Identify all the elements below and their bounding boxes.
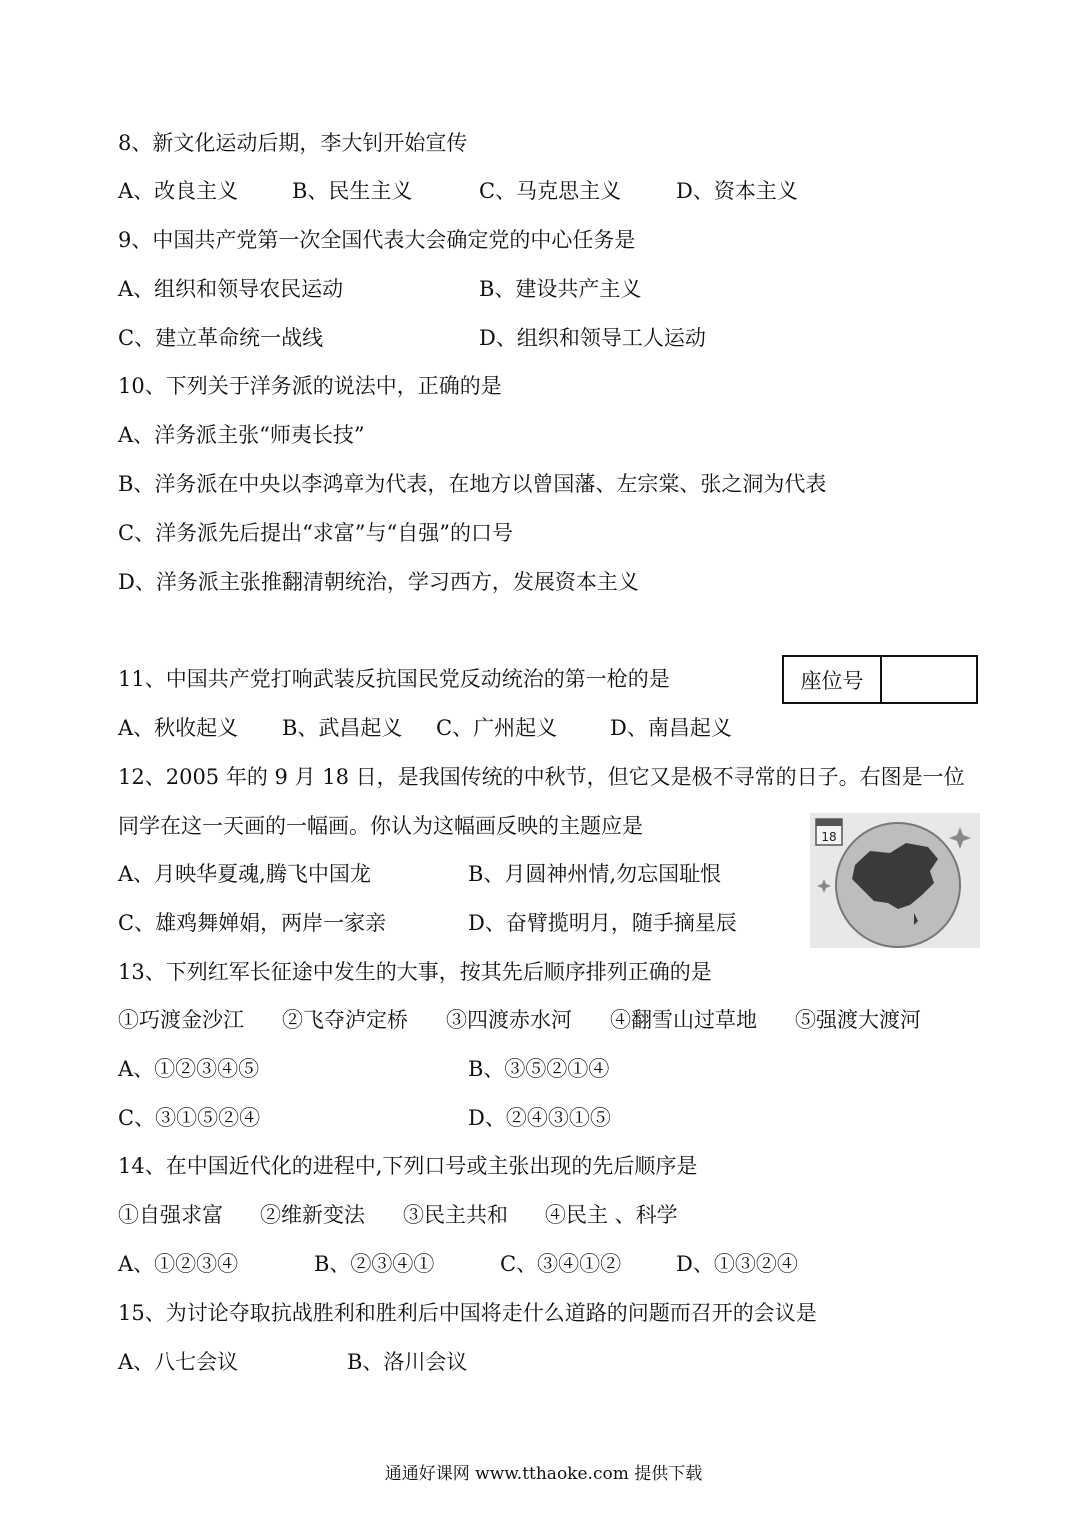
q12-option-b: B、月圆神州情,勿忘国耻恨 <box>468 862 722 886</box>
q14-stem: 14、在中国近代化的进程中,下列口号或主张出现的先后顺序是 <box>118 1154 698 1178</box>
seat-number-box <box>782 655 978 704</box>
q13-stem: 13、下列红军长征途中发生的大事，按其先后顺序排列正确的是 <box>118 960 712 984</box>
q9-option-d: D、组织和领导工人运动 <box>479 326 706 350</box>
q12-stem-line2: 同学在这一天画的一幅画。你认为这幅画反映的主题应是 <box>118 814 643 838</box>
q14-option-d: D、①③②④ <box>676 1252 798 1276</box>
q12-option-c: C、雄鸡舞婵娟，两岸一家亲 <box>118 911 387 935</box>
q14-item-3: ③民主共和 <box>403 1203 508 1227</box>
q15-stem: 15、为讨论夺取抗战胜利和胜利后中国将走什么道路的问题而召开的会议是 <box>118 1301 817 1325</box>
q14-option-b: B、②③④① <box>314 1252 435 1276</box>
q12-stem-line1: 12、2005 年的 9 月 18 日，是我国传统的中秋节，但它又是极不寻常的日子。右图是一位 <box>118 765 965 789</box>
q13-option-a: A、①②③④⑤ <box>118 1057 260 1081</box>
q11-stem: 11、中国共产党打响武装反抗国民党反动统治的第一枪的是 <box>118 667 670 691</box>
q8-option-d: D、资本主义 <box>676 179 798 203</box>
q12-option-d: D、奋臂揽明月，随手摘星辰 <box>468 911 737 935</box>
q13-event-1: ①巧渡金沙江 <box>118 1008 244 1032</box>
q13-option-d: D、②④③①⑤ <box>468 1106 611 1130</box>
q13-event-3: ③四渡赤水河 <box>446 1008 572 1032</box>
q10-stem: 10、下列关于洋务派的说法中，正确的是 <box>118 374 502 398</box>
q13-option-c: C、③①⑤②④ <box>118 1106 261 1130</box>
q13-event-4: ④翻雪山过草地 <box>610 1008 757 1032</box>
q14-option-c: C、③④①② <box>500 1252 622 1276</box>
page-footer: 通通好课网 www.tthaoke.com 提供下载 <box>384 1464 703 1484</box>
q11-option-a: A、秋收起义 <box>118 716 239 740</box>
q9-stem: 9、中国共产党第一次全国代表大会确定党的中心任务是 <box>118 228 636 252</box>
q11-option-c: C、广州起义 <box>436 716 558 740</box>
q13-event-2: ②飞夺泸定桥 <box>282 1008 408 1032</box>
q10-option-a: A、洋务派主张“师夷长技” <box>118 423 365 447</box>
calendar-date: 18 <box>821 830 837 844</box>
q10-option-d: D、洋务派主张推翻清朝统治，学习西方，发展资本主义 <box>118 570 639 594</box>
q14-option-a: A、①②③④ <box>118 1252 239 1276</box>
q9-option-c: C、建立革命统一战线 <box>118 326 324 350</box>
q8-option-c: C、马克思主义 <box>479 179 622 203</box>
q13-option-b: B、③⑤②①④ <box>468 1057 610 1081</box>
seat-number-label: 座位号 <box>784 657 882 702</box>
q14-item-4: ④民主 、科学 <box>545 1203 678 1227</box>
moon-map-figure <box>810 813 980 948</box>
q8-stem: 8、新文化运动后期，李大钊开始宣传 <box>118 131 468 155</box>
q13-event-5: ⑤强渡大渡河 <box>795 1008 921 1032</box>
q15-option-b: B、洛川会议 <box>347 1350 468 1374</box>
q9-option-b: B、建设共产主义 <box>479 277 642 301</box>
q11-option-b: B、武昌起义 <box>282 716 403 740</box>
q8-option-b: B、民生主义 <box>292 179 413 203</box>
q8-option-a: A、改良主义 <box>118 179 239 203</box>
q12-option-a: A、月映华夏魂,腾飞中国龙 <box>118 862 371 886</box>
q14-item-1: ①自强求富 <box>118 1203 223 1227</box>
seat-number-value[interactable] <box>882 657 976 702</box>
q11-option-d: D、南昌起义 <box>610 716 732 740</box>
q14-item-2: ②维新变法 <box>260 1203 365 1227</box>
q9-option-a: A、组织和领导农民运动 <box>118 277 344 301</box>
q10-option-b: B、洋务派在中央以李鸿章为代表，在地方以曾国藩、左宗棠、张之洞为代表 <box>118 472 827 496</box>
q15-option-a: A、八七会议 <box>118 1350 239 1374</box>
q10-option-c: C、洋务派先后提出“求富”与“自强”的口号 <box>118 521 514 545</box>
